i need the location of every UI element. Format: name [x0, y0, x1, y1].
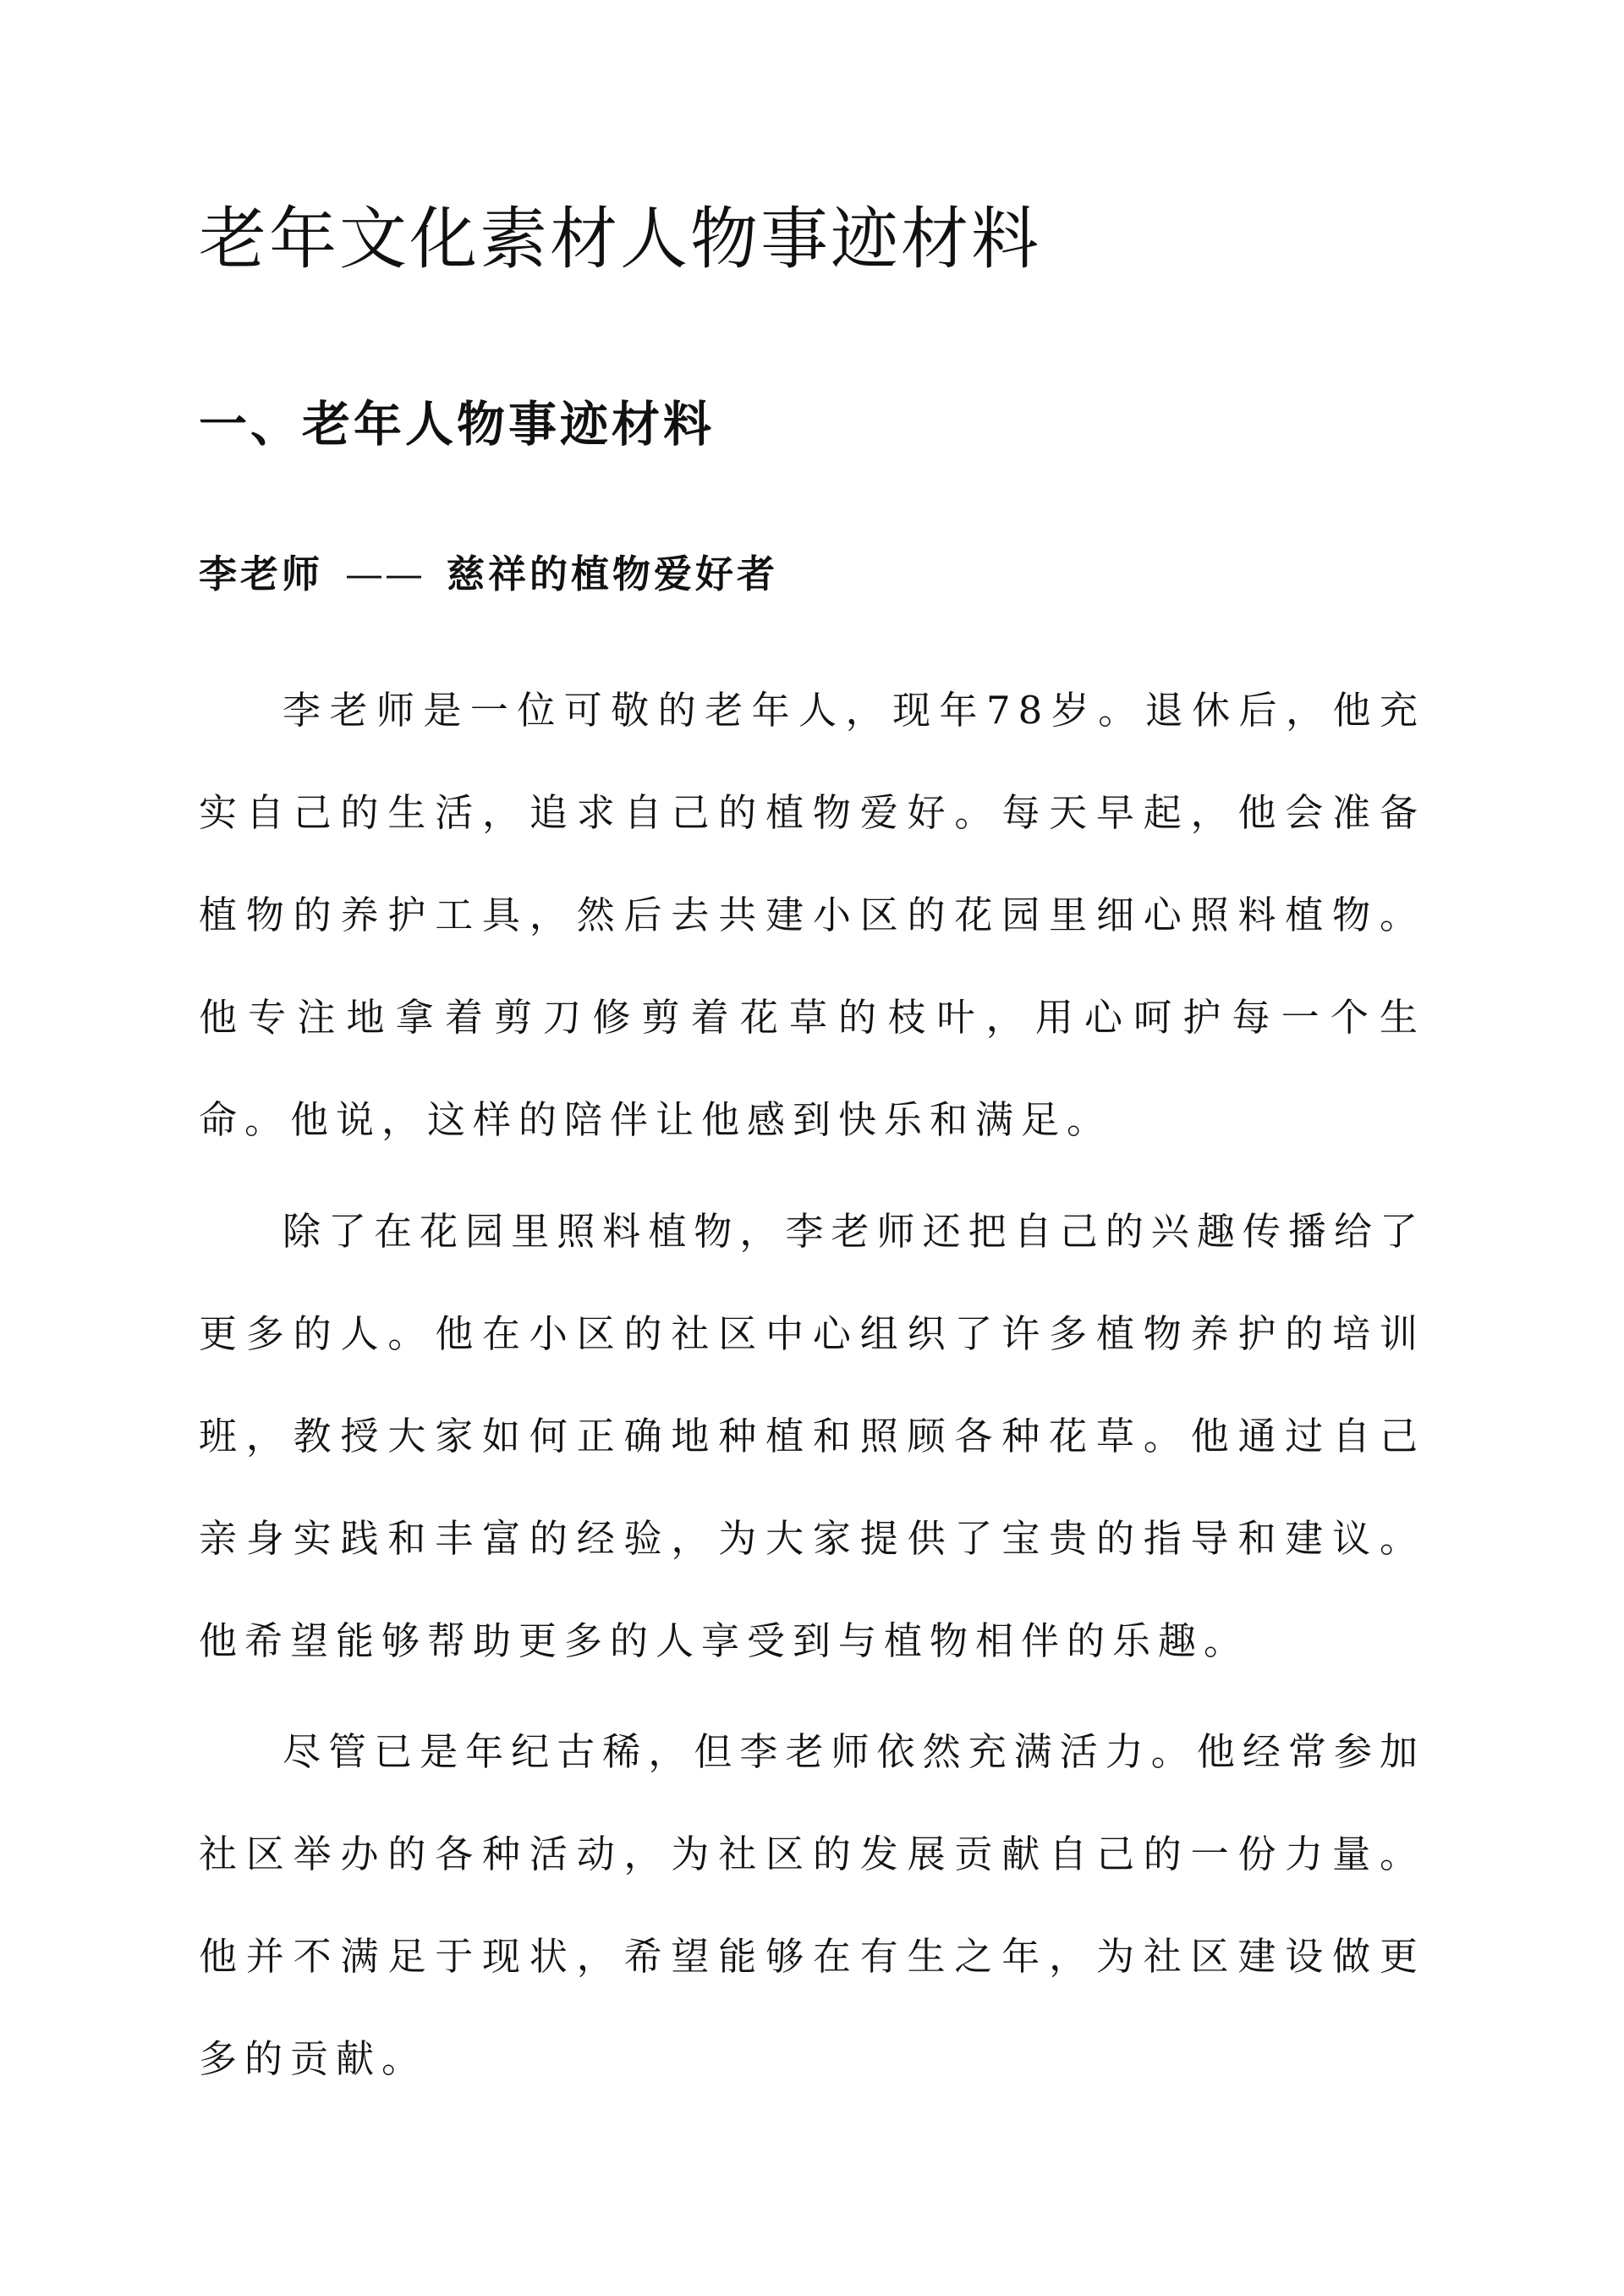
body-paragraph-2: 除了在花园里照料植物，李老师还把自己的兴趣传播给了更多的人。他在小区的社区中心组织了许多植物养护的培训班，教授大家如何正确地种植和照顾各种花草。他通过自己亲身实践和丰富的经验，为大家提供了宝贵的指导和建议。他希望能够帮助更多的人享受到与植物相伴的乐趣。: [199, 1209, 1425, 1663]
body-paragraph-1: 李老师是一位可敬的老年人，现年78岁。退休后，他充实自己的生活，追求自己的植物爱好。每天早起，他会准备植物的养护工具，然后去共建小区的花园里细心照料植物。他专注地拿着剪刀修剪着花草的枝叶，用心呵护每一个生命。他说，这样的陪伴让他感到快乐和满足。: [199, 688, 1425, 1142]
person-name: 李老师: [199, 552, 324, 596]
person-descriptor: 慈祥的植物爱好者: [447, 552, 779, 596]
person-heading: [199, 552, 778, 597]
document-title: 老年文化素材人物事迹材料: [199, 200, 1041, 278]
heading-separator: ——: [345, 552, 425, 596]
body-paragraph-3: 尽管已是年纪古稀，但李老师依然充满活力。他经常参加社区举办的各种活动，为社区的发展贡献自己的一份力量。他并不满足于现状，希望能够在有生之年，为社区建设做更多的贡献。: [199, 1729, 1425, 2081]
section-heading: 一、老年人物事迹材料: [199, 396, 715, 453]
